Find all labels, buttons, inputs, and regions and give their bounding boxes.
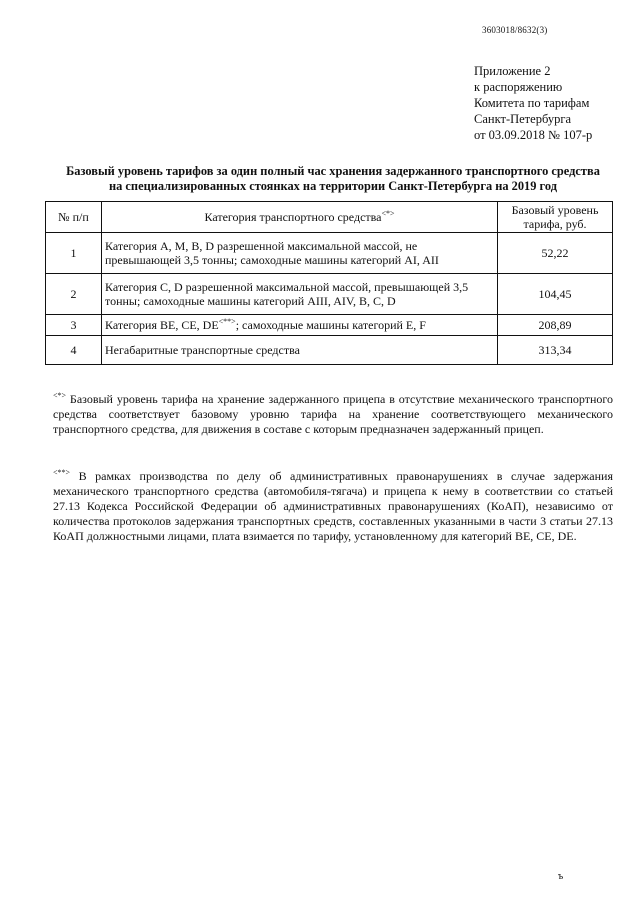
- appendix-line: Санкт-Петербурга: [474, 112, 572, 126]
- row-rate: 104,45: [498, 274, 613, 315]
- header-rate: Базовый уровень тарифа, руб.: [498, 202, 613, 233]
- header-category-mark: <*>: [381, 209, 395, 218]
- table-row: [46, 336, 613, 365]
- header-num: № п/п: [46, 202, 102, 233]
- row-category: Категория C, D разрешенной максимальной массой, превышающей 3,5 тонны; самоходные машины категорий AIII, AIV, B, C, D: [102, 274, 498, 315]
- corner-mark: ъ: [558, 871, 564, 882]
- footnote-mark: <*>: [53, 391, 67, 400]
- tariff-table: [45, 201, 613, 365]
- row-category-text: Категория BE, CE, DE: [105, 318, 219, 332]
- footnote-text: В рамках производства по делу об административных правонарушениях в случае задержания механического транспортного средства (автомобиля-тягача) и прицепа к нему в соответствии со статьей 27.13 Кодекса Российской Федерации об административных правонарушениях (КоАП), независимо от количества протоколов задержания транспортных средств, составленных указанными в части 3 статьи 27.13 КоАП должностными лицами, плата взимается по тарифу, установленному для категорий BE, CE, DE.: [53, 469, 613, 543]
- title-line-1: Базовый уровень тарифов за один полный час хранения задержанного транспортного средства: [66, 164, 600, 178]
- appendix-block: [474, 63, 592, 143]
- row-category-mark: <**>: [218, 317, 236, 326]
- footnote-trailer: [53, 392, 613, 437]
- appendix-line: от 03.09.2018 № 107-р: [474, 128, 593, 142]
- footnote-text: Базовый уровень тарифа на хранение задержанного прицепа в отсутствие механического транспортного средства соответствует базовому уровню тарифа на хранение соответствующего механического транспортного средства, для движения в составе с которым предназначен задержанный прицеп.: [53, 392, 613, 436]
- appendix-line: Комитета по тарифам: [474, 96, 590, 110]
- title-line-2: на специализированных стоянках на территории Санкт-Петербурга на 2019 год: [109, 179, 557, 193]
- row-num: 2: [46, 274, 102, 315]
- row-num: 3: [46, 315, 102, 336]
- row-category: Негабаритные транспортные средства: [102, 336, 498, 365]
- row-num: 4: [46, 336, 102, 365]
- appendix-line: к распоряжению: [474, 80, 563, 94]
- table-header-row: [46, 202, 613, 233]
- header-category: [102, 202, 498, 233]
- row-category: [102, 315, 498, 336]
- row-rate: 208,89: [498, 315, 613, 336]
- row-rate: 52,22: [498, 233, 613, 274]
- document-id: 3603018/8632(3): [482, 25, 548, 35]
- table-row: [46, 274, 613, 315]
- row-rate: 313,34: [498, 336, 613, 365]
- table-row: [46, 315, 613, 336]
- header-category-label: Категория транспортного средства: [204, 210, 382, 224]
- appendix-line: Приложение 2: [474, 64, 551, 78]
- footnote-combination: [53, 469, 613, 544]
- row-num: 1: [46, 233, 102, 274]
- row-category-tail: ; самоходные машины категорий E, F: [235, 318, 426, 332]
- document-title: [40, 164, 626, 194]
- footnote-mark: <**>: [53, 468, 71, 477]
- table-row: [46, 233, 613, 274]
- row-category: Категория A, M, B, D разрешенной максимальной массой, не превышающей 3,5 тонны; самоходные машины категорий AI, AII: [102, 233, 498, 274]
